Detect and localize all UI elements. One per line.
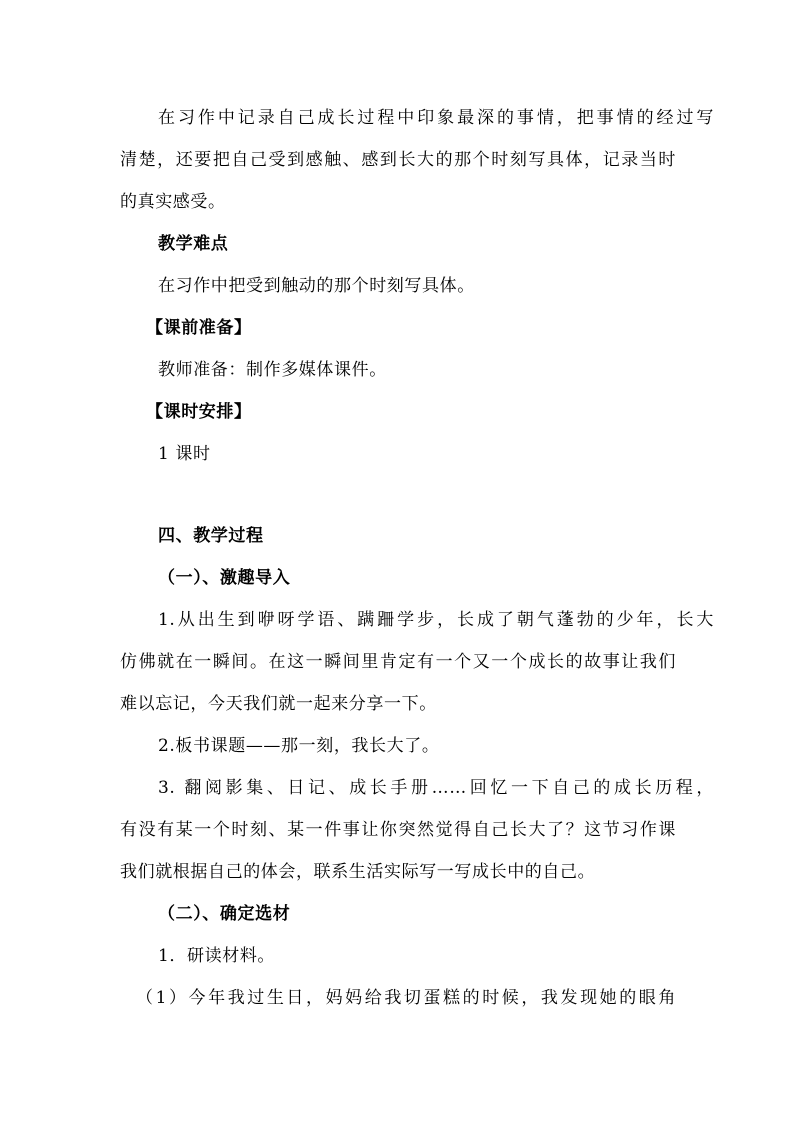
item-2: 2.板书课题——那一刻，我长大了。 [158, 736, 440, 756]
item-1-line-1: 1.从出生到咿呀学语、蹒跚学步，长成了朝气蓬勃的少年，长大 [158, 610, 714, 630]
prep-text: 教师准备：制作多媒体课件。 [158, 360, 387, 380]
section-4-heading: 四、教学过程 [158, 526, 264, 546]
item-3-line-3: 我们就根据自己的体会，联系生活实际写一写成长中的自己。 [120, 862, 596, 882]
schedule-text: 1 课时 [158, 444, 211, 464]
intro-paragraph-line-3: 的真实感受。 [120, 192, 226, 212]
subsection-2-item-1-sub-1: （1）今年我过生日，妈妈给我切蛋糕的时候，我发现她的眼角 [136, 988, 676, 1008]
prep-heading: 【课前准备】 [146, 318, 252, 338]
item-1-line-2: 仿佛就在一瞬间。在这一瞬间里肯定有一个又一个成长的故事让我们 [120, 652, 676, 672]
subsection-2-heading: （二）、确定选材 [158, 904, 291, 924]
intro-paragraph-line-2: 清楚，还要把自己受到感触、感到长大的那个时刻写具体，记录当时 [120, 150, 676, 170]
difficulty-text: 在习作中把受到触动的那个时刻写具体。 [158, 276, 475, 296]
difficulty-heading: 教学难点 [158, 234, 229, 254]
subsection-1-heading: （一）、激趣导入 [158, 568, 291, 588]
item-1-line-3: 难以忘记，今天我们就一起来分享一下。 [120, 694, 437, 714]
item-3-line-1: 3. 翻阅影集、日记、成长手册……回忆一下自己的成长历程， [158, 778, 714, 798]
intro-paragraph-line-1: 在习作中记录自己成长过程中印象最深的事情，把事情的经过写 [158, 108, 714, 128]
schedule-heading: 【课时安排】 [146, 402, 252, 422]
item-3-line-2: 有没有某一个时刻、某一件事让你突然觉得自己长大了？这节习作课 [120, 820, 676, 840]
subsection-2-item-1: 1．研读材料。 [158, 946, 276, 966]
